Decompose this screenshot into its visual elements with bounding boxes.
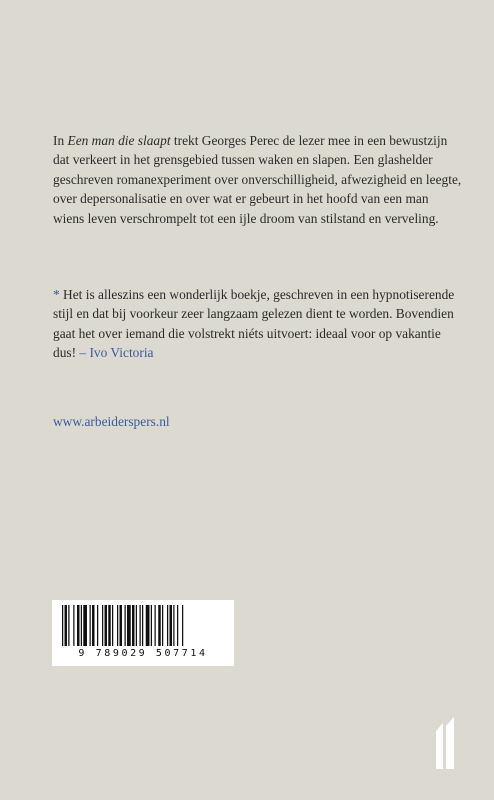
publisher-url[interactable]: www.arbeiderspers.nl: [53, 414, 170, 429]
book-title-italic: Een man die slaapt: [67, 133, 171, 148]
blurb-text: trekt Georges Perec de lezer mee in een bewustzijn dat verkeert in het grensgebied tussen waken en slapen. Een glashelder geschreven romanexperiment over onverschilligheid, afwezigheid en leegte, over depersonalisatie en over wat er gebeurt in het hoofd van een man wiens leven verschrompelt tot een ijle droom van stilstand en verveling.: [53, 133, 462, 226]
blurb-intro: In: [53, 133, 68, 148]
book-blurb: [53, 131, 463, 228]
publisher-logo-icon: [433, 717, 457, 769]
barcode: [52, 600, 234, 666]
review-quote: [53, 285, 463, 363]
barcode-bars: [62, 605, 224, 646]
barcode-number: 9 789029 507714: [78, 648, 208, 659]
quote-attribution: – Ivo Victoria: [79, 345, 154, 361]
quote-text: Het is alleszins een wonderlijk boekje, geschreven in een hypnotiserende stijl en dat bij voorkeur zeer langzaam gelezen dient te worden. Bovendien gaat het over iemand die volstrekt niéts uitvoert: ideaal voor op vakantie dus!: [53, 287, 455, 361]
quote-marker: *: [53, 287, 60, 302]
